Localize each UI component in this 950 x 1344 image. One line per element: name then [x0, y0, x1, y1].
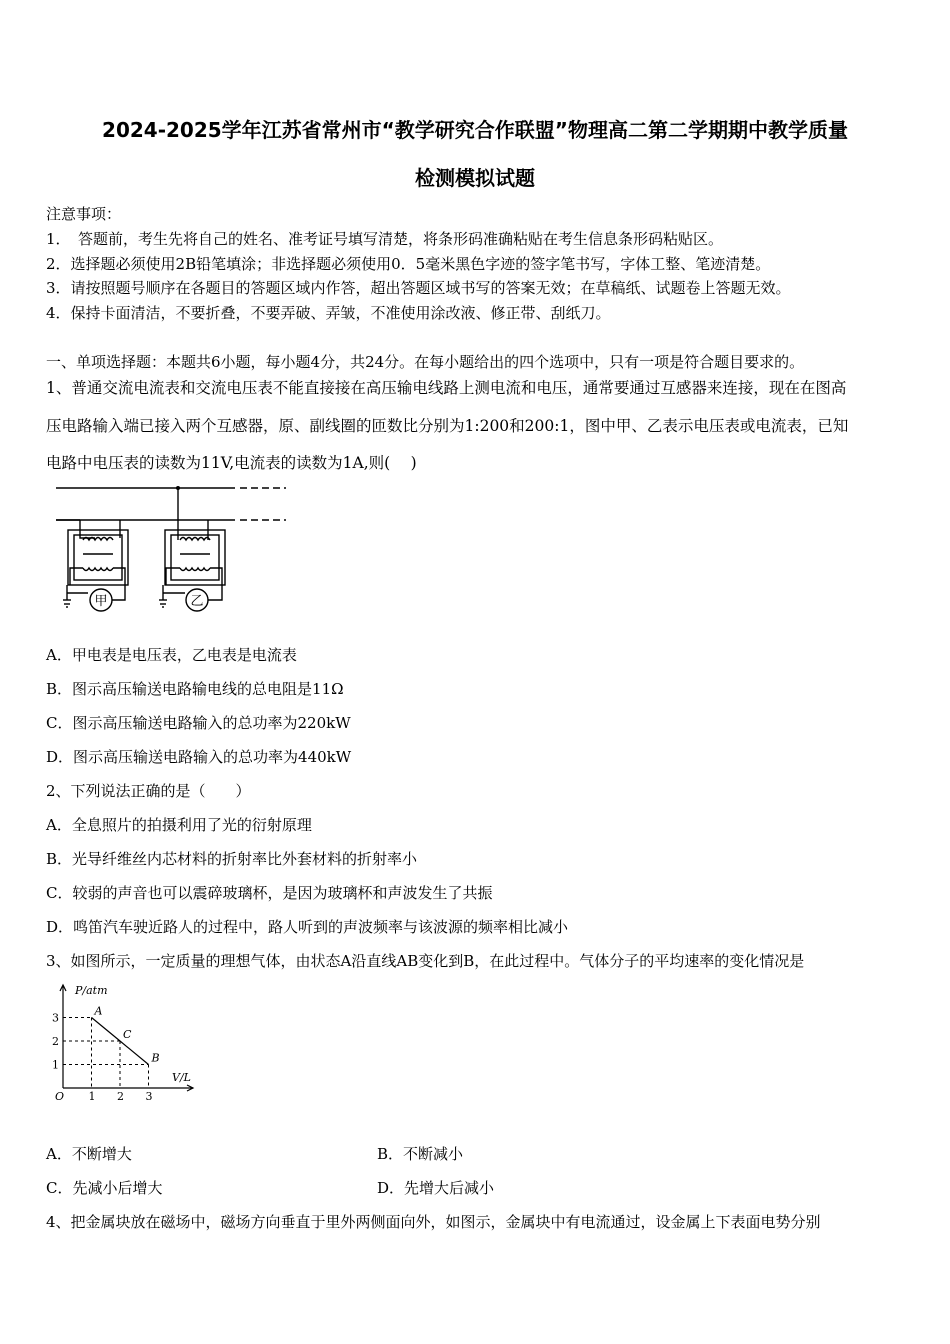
q4-stem: 4、把金属块放在磁场中，磁场方向垂直于里外两侧面向外，如图示，金属块中有电流通过，设金属上下表面电势分别: [46, 1213, 821, 1231]
q1-option-a: A．甲电表是电压表，乙电表是电流表: [46, 646, 297, 664]
q1-stem-line2: 压电路输入端已接入两个互感器，原、副线圈的匝数比分别为1:200和200:1，图中甲、乙表示电压表或电流表，已知: [46, 417, 849, 435]
notice-heading: 注意事项：: [46, 205, 122, 223]
notice-item-1: 1． 答题前，考生先将自己的姓名、准考证号填写清楚，将条形码准确粘贴在考生信息条形码粘贴区。: [46, 230, 724, 248]
point-label-b: B: [151, 1051, 160, 1065]
q1-option-b: B．图示高压输送电路输电线的总电阻是11Ω: [46, 680, 344, 698]
q3-option-b: B．不断减小: [377, 1145, 464, 1163]
pv-graph: [45, 980, 205, 1105]
transformer-circuit-figure: [50, 480, 295, 615]
point-label-c: C: [123, 1028, 132, 1041]
q2-option-a: A．全息照片的拍摄利用了光的衍射原理: [46, 816, 312, 834]
notice-item-2: 2．选择题必须使用2B铅笔填涂；非选择题必须使用0．5毫米黑色字迹的签字笔书写，字体工整、笔迹清楚。: [46, 255, 771, 273]
q2-stem: 2、下列说法正确的是（ ）: [46, 782, 251, 800]
q1-option-c: C．图示高压输送电路输入的总功率为220kW: [46, 714, 351, 732]
q1-option-d: D．图示高压输送电路输入的总功率为440kW: [46, 748, 352, 766]
notice-item-4: 4．保持卡面清洁，不要折叠，不要弄破、弄皱，不准使用涂改液、修正带、刮纸刀。: [46, 304, 611, 322]
meter-jia-label: 甲: [94, 594, 108, 609]
origin-label: O: [55, 1090, 65, 1103]
x-tick-label: 1: [88, 1090, 96, 1103]
y-tick-label: 2: [52, 1035, 59, 1048]
q1-stem-line1: 1、普通交流电流表和交流电压表不能直接接在高压输电线路上测电流和电压，通常要通过互感器来连接，现在在图高: [46, 379, 847, 397]
x-tick-label: 2: [117, 1090, 124, 1103]
notice-item-3: 3．请按照题号顺序在各题目的答题区域内作答，超出答题区域书写的答案无效；在草稿纸、试题卷上答题无效。: [46, 279, 791, 297]
x-tick-label: 3: [145, 1090, 153, 1103]
q2-option-d: D．鸣笛汽车驶近路人的过程中，路人听到的声波频率与该波源的频率相比减小: [46, 918, 569, 936]
meter-yi-label: 乙: [190, 594, 204, 609]
exam-title-line1: 2024-2025学年江苏省常州市“教学研究合作联盟”物理高二第二学期期中教学质量: [102, 118, 848, 142]
point-label-a: A: [94, 1004, 103, 1018]
exam-title-line2: 检测模拟试题: [415, 166, 535, 190]
q1-stem-line3: 电路中电压表的读数为11V,电流表的读数为1A,则( ): [46, 454, 417, 472]
y-tick-label: 3: [52, 1011, 59, 1025]
q3-option-d: D．先增大后减小: [377, 1179, 495, 1197]
y-axis-label: P/atm: [75, 984, 108, 997]
y-tick-label: 1: [52, 1058, 59, 1072]
x-axis-label: V/L: [172, 1071, 191, 1084]
q3-option-a: A．不断增大: [46, 1145, 132, 1163]
section-heading: 一、单项选择题：本题共6小题，每小题4分，共24分。在每小题给出的四个选项中，只有一项是符合题目要求的。: [46, 353, 805, 371]
q3-option-c: C．先减小后增大: [46, 1179, 163, 1197]
q2-option-c: C．较弱的声音也可以震碎玻璃杯，是因为玻璃杯和声波发生了共振: [46, 884, 493, 902]
q3-stem: 3、如图所示，一定质量的理想气体，由状态A沿直线AB变化到B，在此过程中。气体分子的平均速率的变化情况是: [46, 952, 805, 970]
q2-option-b: B．光导纤维丝内芯材料的折射率比外套材料的折射率小: [46, 850, 418, 868]
